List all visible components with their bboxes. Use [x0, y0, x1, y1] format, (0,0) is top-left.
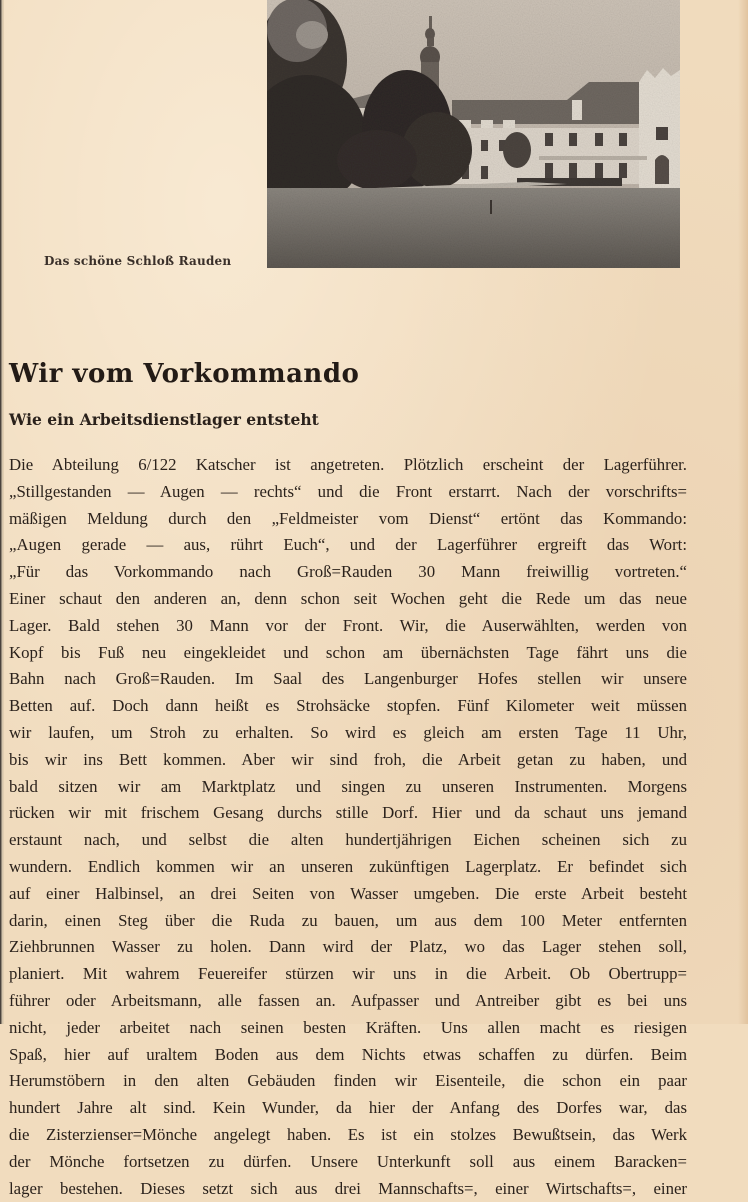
body-line: der Mönche fortsetzen zu dürfen. Unsere Unterkunft soll aus einem Baracken= [9, 1151, 687, 1171]
body-line: Ziehbrunnen Wasser zu holen. Dann wird der Platz, wo das Lager stehen soll, [9, 937, 687, 957]
body-line: erstaunt nach, und selbst die alten hundertjährigen Eichen scheinen sich zu [9, 830, 687, 850]
body-line: bis wir ins Bett kommen. Aber wir sind froh, die Arbeit getan zu haben, und [9, 749, 687, 769]
article-body [9, 452, 687, 1202]
body-line: planiert. Mit wahrem Feuereifer stürzen wir uns in die Arbeit. Ob Obertrupp= [9, 964, 687, 984]
article-subtitle: Wie ein Arbeitsdienstlager entsteht [9, 410, 319, 429]
body-line: Die Abteilung 6/122 Katscher ist angetreten. Plötzlich erscheint der Lagerführer. [9, 455, 687, 474]
page-right-edge [738, 0, 748, 1024]
photo-lawn [267, 188, 680, 268]
photo-caption: Das schöne Schloß Rauden [44, 254, 232, 268]
body-line: Betten auf. Doch dann heißt es Strohsäcke stopfen. Fünf Kilometer weit müssen [9, 696, 687, 716]
body-line: wir laufen, um Stroh zu erhalten. So wird es gleich am ersten Tage 11 Uhr, [9, 722, 687, 742]
body-line: darin, einen Steg über die Ruda zu bauen, um aus dem 100 Meter entfernten [9, 910, 687, 930]
body-line: hundert Jahre alt sind. Kein Wunder, da hier der Anfang des Dorfes war, das [9, 1098, 687, 1118]
body-line: „Für das Vorkommando nach Groß=Rauden 30 Mann freiwillig vortreten.“ [9, 562, 687, 582]
body-line: „Stillgestanden — Augen — rechts“ und die Front erstarrt. Nach der vorschrifts= [9, 481, 687, 501]
body-line: Bahn nach Groß=Rauden. Im Saal des Langenburger Hofes stellen wir unsere [9, 669, 687, 689]
body-line: „Augen gerade — aus, rührt Euch“, und der Lagerführer ergreift das Wort: [9, 535, 687, 555]
body-line: führer oder Arbeitsmann, alle fassen an. Aufpasser und Antreiber gibt es bei uns [9, 990, 687, 1010]
body-line: Kopf bis Fuß neu eingekleidet und schon am übernächsten Tage fährt uns die [9, 642, 687, 662]
article-title: Wir vom Vorkommando [9, 359, 360, 389]
body-line: die Zisterzienser=Mönche angelegt haben. Es ist ein stolzes Bewußtsein, das Werk [9, 1124, 687, 1144]
page-binding-edge [0, 0, 4, 1024]
body-line: mäßigen Meldung durch den „Feldmeister vom Dienst“ ertönt das Kommando: [9, 508, 687, 528]
castle-photo [267, 0, 680, 268]
body-line: Spaß, hier auf uraltem Boden aus dem Nichts etwas schaffen zu dürfen. Beim [9, 1044, 687, 1064]
body-line: Einer schaut den anderen an, denn schon seit Wochen geht die Rede um das neue [9, 588, 687, 608]
body-line: bald sitzen wir am Marktplatz und singen zu unseren Instrumenten. Morgens [9, 776, 687, 796]
body-line: lager bestehen. Dieses setzt sich aus drei Mannschafts=, einer Wirtschafts=, einer [9, 1178, 687, 1198]
body-line: rücken wir mit frischem Gesang durchs stille Dorf. Hier und da schaut uns jemand [9, 803, 687, 823]
body-line: wundern. Endlich kommen wir an unseren zukünftigen Lagerplatz. Er befindet sich [9, 856, 687, 876]
body-line: Lager. Bald stehen 30 Mann vor der Front. Wir, die Auserwählten, werden von [9, 615, 687, 635]
body-line: Herumstöbern in den alten Gebäuden finden wir Eisenteile, die schon ein paar [9, 1071, 687, 1091]
body-line: nicht, jeder arbeitet nach seinen besten Kräften. Uns allen macht es riesigen [9, 1017, 687, 1037]
body-line: auf einer Halbinsel, an drei Seiten von Wasser umgeben. Die erste Arbeit besteht [9, 883, 687, 903]
